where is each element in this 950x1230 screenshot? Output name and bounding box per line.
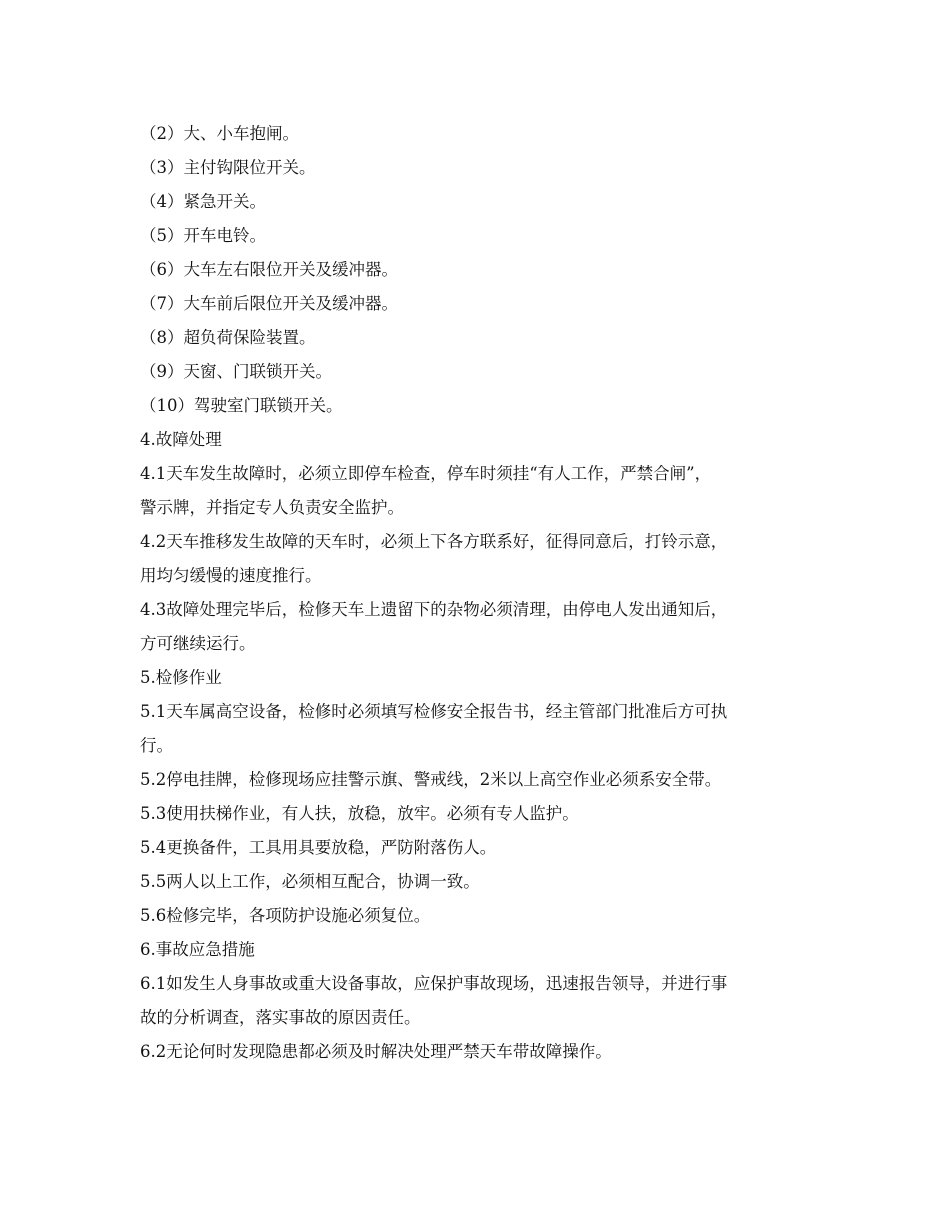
list-item-emergency-switch: （4）紧急开关。 xyxy=(140,192,266,211)
list-item-skylight-interlock: （9）天窗、门联锁开关。 xyxy=(140,362,332,381)
list-item-brake: （2）大、小车抱闸。 xyxy=(140,124,299,143)
paragraph-5-2: 5.2停电挂牌，检修现场应挂警示旗、警戒线，2米以上高空作业必须系安全带。 xyxy=(140,770,722,789)
list-item-hook-limit-switch: （3）主付钩限位开关。 xyxy=(140,158,316,177)
paragraph-4-1-line-1: 4.1天车发生故障时，必须立即停车检查，停车时须挂“有人工作，严禁合闸”， xyxy=(140,464,712,483)
list-item-front-back-limit: （7）大车前后限位开关及缓冲器。 xyxy=(140,294,398,313)
list-item-cab-door-interlock: （10）驾驶室门联锁开关。 xyxy=(140,396,343,415)
paragraph-5-4: 5.4更换备件，工具用具要放稳，严防附落伤人。 xyxy=(140,838,497,857)
paragraph-6-1-line-2: 故的分析调查，落实事故的原因责任。 xyxy=(140,1008,421,1027)
paragraph-4-2-line-2: 用均匀缓慢的速度推行。 xyxy=(140,566,322,585)
list-item-bell: （5）开车电铃。 xyxy=(140,226,266,245)
paragraph-6-1-line-1: 6.1如发生人身事故或重大设备事故，应保护事故现场，迅速报告领导，并进行事 xyxy=(140,974,728,993)
section-heading-maintenance: 5.检修作业 xyxy=(140,668,222,687)
section-heading-emergency-measures: 6.事故应急措施 xyxy=(140,940,255,959)
paragraph-4-3-line-1: 4.3故障处理完毕后，检修天车上遗留下的杂物必须清理，由停电人发出通知后， xyxy=(140,600,728,619)
section-heading-fault-handling: 4.故障处理 xyxy=(140,430,222,449)
paragraph-5-3: 5.3使用扶梯作业，有人扶，放稳，放牢。必须有专人监护。 xyxy=(140,804,579,823)
paragraph-6-2: 6.2无论何时发现隐患都必须及时解决处理严禁天车带故障操作。 xyxy=(140,1042,612,1061)
paragraph-4-3-line-2: 方可继续运行。 xyxy=(140,634,256,653)
paragraph-5-5: 5.5两人以上工作，必须相互配合，协调一致。 xyxy=(140,872,480,891)
document-body xyxy=(140,117,820,1069)
paragraph-4-2-line-1: 4.2天车推移发生故障的天车时，必须上下各方联系好，征得同意后，打铃示意， xyxy=(140,532,728,551)
paragraph-4-1-line-2: 警示牌，并指定专人负责安全监护。 xyxy=(140,498,404,517)
list-item-overload-protection: （8）超负荷保险装置。 xyxy=(140,328,316,347)
paragraph-5-1-line-2: 行。 xyxy=(140,736,173,755)
paragraph-5-6: 5.6检修完毕，各项防护设施必须复位。 xyxy=(140,906,431,925)
paragraph-5-1-line-1: 5.1天车属高空设备，检修时必须填写检修安全报告书，经主管部门批准后方可执 xyxy=(140,702,728,721)
list-item-left-right-limit: （6）大车左右限位开关及缓冲器。 xyxy=(140,260,398,279)
